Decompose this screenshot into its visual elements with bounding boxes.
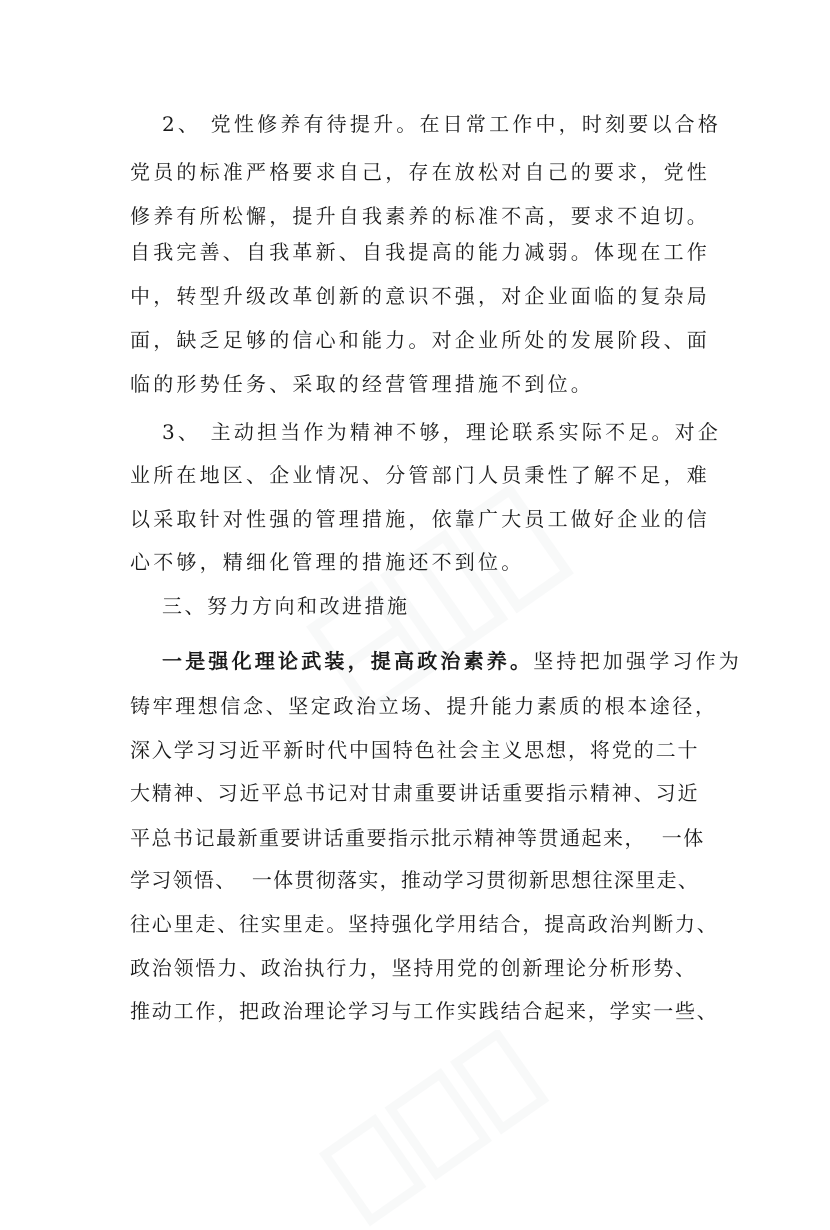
paragraph-line: 以采取针对性强的管理措施，依靠广大员工做好企业的信 xyxy=(130,507,710,531)
paragraph-line: 中，转型升级改革创新的意识不强，对企业面临的复杂局 xyxy=(130,284,710,308)
paragraph-text: 坚持把加强学习作为 xyxy=(533,649,743,673)
paragraph-line: 往心里走、往实里走。坚持强化学用结合，提高政治判断力、 xyxy=(130,912,719,936)
paragraph-line: 2、 党性修养有待提升。在日常工作中，时刻要以合格 xyxy=(162,112,722,136)
paragraph-line: 党员的标准严格要求自己，存在放松对自己的要求，党性 xyxy=(130,160,710,184)
paragraph-line: 深入学习习近平新时代中国特色社会主义思想，将党的二十 xyxy=(130,738,700,762)
section-heading: 三、努力方向和改进措施 xyxy=(162,594,410,618)
watermark-graphic-bottom xyxy=(300,1030,560,1230)
emphasis-lead: 一是强化理论武装，提高政治素养。 xyxy=(162,649,534,673)
paragraph-line: 平总书记最新重要讲话重要指示批示精神等贯通起来， 一体 xyxy=(130,826,705,850)
paragraph-line: 推动工作，把政治理论学习与工作实践结合起来，学实一些、 xyxy=(130,999,719,1023)
paragraph-line: 心不够，精细化管理的措施还不到位。 xyxy=(130,550,525,574)
paragraph-line: 自我完善、自我革新、自我提高的能力减弱。体现在工作 xyxy=(130,240,710,264)
paragraph-line: 大精神、习近平总书记对甘肃重要讲话重要指示精神、习近 xyxy=(130,781,700,805)
paragraph-line: 学习领悟、 一体贯彻落实，推动学习贯彻新思想往深里走、 xyxy=(130,868,700,892)
paragraph-line: 铸牢理想信念、坚定政治立场、提升能力素质的根本途径， xyxy=(130,694,718,718)
paragraph-line: 临的形势任务、采取的经营管理措施不到位。 xyxy=(130,372,594,396)
paragraph-line: 业所在地区、企业情况、分管部门人员秉性了解不足，难 xyxy=(130,463,710,487)
paragraph-line: 面，缺乏足够的信心和能力。对企业所处的发展阶段、面 xyxy=(130,328,710,352)
paragraph-line xyxy=(162,649,742,673)
paragraph-line: 政治领悟力、政治执行力，坚持用党的创新理论分析形势、 xyxy=(130,956,697,980)
paragraph-line: 修养有所松懈，提升自我素养的标准不高，要求不迫切。 xyxy=(130,204,710,228)
paragraph-line: 3、 主动担当作为精神不够，理论联系实际不足。对企 xyxy=(162,420,722,444)
